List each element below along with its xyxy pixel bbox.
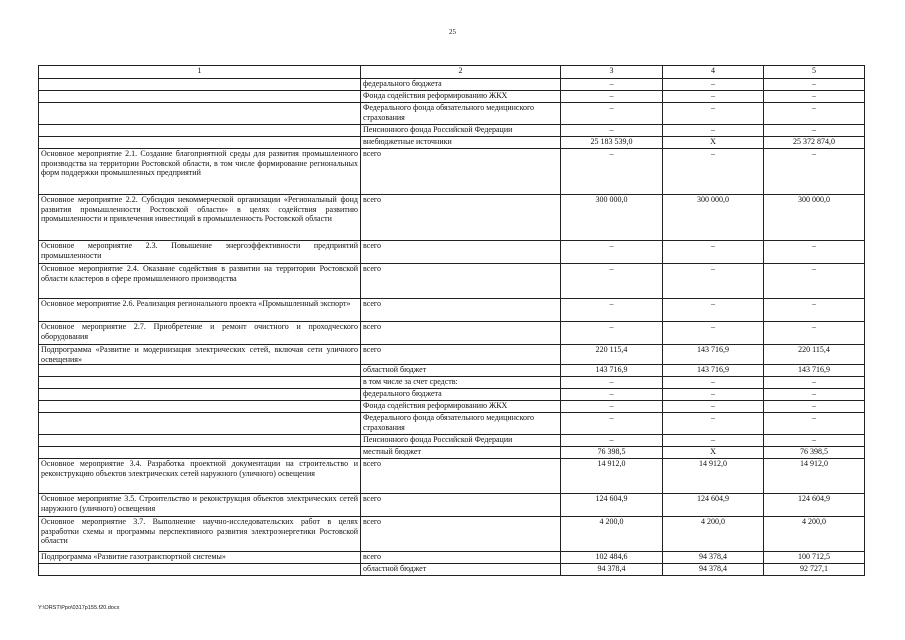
table-row <box>39 103 865 125</box>
table-cell: 124 604,9 <box>561 494 663 517</box>
table-row <box>39 137 865 149</box>
table-cell: 102 484,6 <box>561 552 663 564</box>
table-cell <box>39 365 361 377</box>
table-row <box>39 322 865 345</box>
table-row <box>39 435 865 447</box>
table-cell: местный бюджет <box>361 447 561 459</box>
table-cell: 124 604,9 <box>764 494 865 517</box>
table-cell <box>39 79 361 91</box>
table-cell: – <box>663 91 764 103</box>
table-cell: – <box>561 79 663 91</box>
table-cell: в том числе за счет средств: <box>361 377 561 389</box>
column-header: 4 <box>663 66 764 79</box>
table-cell: 25 183 539,0 <box>561 137 663 149</box>
table-cell: – <box>764 103 865 125</box>
table-cell: – <box>561 389 663 401</box>
table-cell: – <box>561 91 663 103</box>
table-header-row <box>39 66 865 79</box>
table-row <box>39 413 865 435</box>
table-cell: Основное мероприятие 2.2. Субсидия некоммерческой организации «Региональный фонд развития промышленности Ростовской области» в целях содействия развитию промышленности и привлечения инвестиций в промышленность Ростовской области <box>39 195 361 241</box>
table-row <box>39 299 865 322</box>
table-row <box>39 517 865 552</box>
table-cell: 143 716,9 <box>764 365 865 377</box>
table-cell: – <box>561 149 663 195</box>
table-cell: 92 727,1 <box>764 564 865 576</box>
table-cell: – <box>764 241 865 264</box>
table-row <box>39 447 865 459</box>
table-cell: – <box>663 264 764 299</box>
table-cell: Основное мероприятие 2.3. Повышение энергоэффективности предприятий промышленности <box>39 241 361 264</box>
table-cell: – <box>764 435 865 447</box>
page-number: 25 <box>449 28 456 36</box>
table-cell: 220 115,4 <box>561 345 663 365</box>
table-row <box>39 377 865 389</box>
table-row <box>39 365 865 377</box>
table-cell: – <box>764 125 865 137</box>
table-cell: Основное мероприятие 3.7. Выполнение научно-исследовательских работ в целях разработки схемы и программы перспективного развития электроэнергетики Ростовской области <box>39 517 361 552</box>
table-cell: всего <box>361 322 561 345</box>
table-cell: 76 398,5 <box>561 447 663 459</box>
table-cell: 143 716,9 <box>561 365 663 377</box>
table-cell: – <box>561 322 663 345</box>
table-cell: – <box>663 103 764 125</box>
table-cell: всего <box>361 264 561 299</box>
table-cell: 4 200,0 <box>561 517 663 552</box>
table-cell: 76 398,5 <box>764 447 865 459</box>
table-cell: Основное мероприятие 3.5. Строительство и реконструкция объектов электрических сетей наружного (уличного) освещения <box>39 494 361 517</box>
table-row <box>39 195 865 241</box>
table-cell: – <box>663 299 764 322</box>
table-cell <box>39 103 361 125</box>
table-cell: всего <box>361 517 561 552</box>
table-cell: Основное мероприятие 2.4. Оказание содействия в развитии на территории Ростовской области кластеров в сфере промышленного производства <box>39 264 361 299</box>
table-cell: 94 378,4 <box>663 552 764 564</box>
table-cell: – <box>764 149 865 195</box>
table-cell <box>39 413 361 435</box>
table-row <box>39 264 865 299</box>
table-cell: 124 604,9 <box>663 494 764 517</box>
table-cell: – <box>561 264 663 299</box>
table-cell: 220 115,4 <box>764 345 865 365</box>
table-cell: 300 000,0 <box>764 195 865 241</box>
table-cell: – <box>764 401 865 413</box>
table-row <box>39 149 865 195</box>
table-cell: – <box>561 299 663 322</box>
table-row <box>39 91 865 103</box>
table-cell: – <box>663 413 764 435</box>
table-cell: – <box>561 435 663 447</box>
table-cell <box>39 564 361 576</box>
table-row <box>39 401 865 413</box>
table-cell: – <box>764 377 865 389</box>
table-row <box>39 345 865 365</box>
table-cell: Фонда содействия реформированию ЖКХ <box>361 401 561 413</box>
table-cell: – <box>561 413 663 435</box>
table-cell: – <box>561 103 663 125</box>
table-cell: областной бюджет <box>361 564 561 576</box>
table-cell: 14 912,0 <box>561 459 663 494</box>
table-cell: всего <box>361 149 561 195</box>
column-header: 5 <box>764 66 865 79</box>
table-cell: – <box>764 413 865 435</box>
table-cell: – <box>663 389 764 401</box>
table-cell: внебюджетные источники <box>361 137 561 149</box>
table-cell: 14 912,0 <box>764 459 865 494</box>
table-cell: 25 372 874,0 <box>764 137 865 149</box>
table-cell: всего <box>361 494 561 517</box>
table-cell: 300 000,0 <box>561 195 663 241</box>
budget-table <box>38 65 865 576</box>
table-cell: Пенсионного фонда Российской Федерации <box>361 125 561 137</box>
table-row <box>39 389 865 401</box>
table-cell: – <box>561 125 663 137</box>
table-row <box>39 241 865 264</box>
table-cell: 94 378,4 <box>663 564 764 576</box>
table-row <box>39 79 865 91</box>
table-cell: Фонда содействия реформированию ЖКХ <box>361 91 561 103</box>
table-cell: – <box>764 91 865 103</box>
table-cell <box>39 435 361 447</box>
table-cell: Федерального фонда обязательного медицинского страхования <box>361 103 561 125</box>
table-cell: – <box>561 241 663 264</box>
table-cell: Основное мероприятие 2.6. Реализация регионального проекта «Промышленный экспорт» <box>39 299 361 322</box>
table-cell <box>39 377 361 389</box>
table-cell: 143 716,9 <box>663 365 764 377</box>
table-cell <box>39 447 361 459</box>
table-cell: Подпрограмма «Развитие и модернизация электрических сетей, включая сети уличного освещения» <box>39 345 361 365</box>
table-cell: всего <box>361 552 561 564</box>
table-cell: 94 378,4 <box>561 564 663 576</box>
table-cell: 4 200,0 <box>663 517 764 552</box>
table-cell <box>39 401 361 413</box>
table-cell: Пенсионного фонда Российской Федерации <box>361 435 561 447</box>
table-cell: – <box>663 125 764 137</box>
table-cell: – <box>663 435 764 447</box>
table-cell: Х <box>663 137 764 149</box>
table-cell <box>39 389 361 401</box>
table-cell: всего <box>361 345 561 365</box>
table-cell: всего <box>361 195 561 241</box>
table-cell: – <box>764 79 865 91</box>
column-header: 3 <box>561 66 663 79</box>
table-cell: – <box>663 322 764 345</box>
table-row <box>39 552 865 564</box>
table-cell: всего <box>361 241 561 264</box>
file-path-footer: Y:\ORST\Ppo\0317p155.f20.docx <box>38 605 120 611</box>
table-cell: Подпрограмма «Развитие газотранспортной системы» <box>39 552 361 564</box>
table-cell: – <box>663 377 764 389</box>
table-cell: – <box>561 377 663 389</box>
table-cell: – <box>663 149 764 195</box>
table-cell: – <box>663 79 764 91</box>
table-cell: 143 716,9 <box>663 345 764 365</box>
table-cell <box>39 137 361 149</box>
table-cell: федерального бюджета <box>361 79 561 91</box>
table-cell: областной бюджет <box>361 365 561 377</box>
table-row <box>39 564 865 576</box>
table-cell: – <box>764 389 865 401</box>
table-cell: – <box>764 264 865 299</box>
table-cell: 300 000,0 <box>663 195 764 241</box>
table-cell: всего <box>361 459 561 494</box>
table-cell: Основное мероприятие 2.1. Создание благоприятной среды для развития промышленного производства на территории Ростовской области, в том числе формирование региональных форм поддержки промышленных предприятий <box>39 149 361 195</box>
table-cell: 100 712,5 <box>764 552 865 564</box>
table-cell: всего <box>361 299 561 322</box>
table-row <box>39 459 865 494</box>
table-cell: Х <box>663 447 764 459</box>
table-cell: Основное мероприятие 3.4. Разработка проектной документации на строительство и реконструкцию объектов электрических сетей наружного (уличного) освещения <box>39 459 361 494</box>
table-cell: – <box>764 299 865 322</box>
column-header: 1 <box>39 66 361 79</box>
table-cell: 4 200,0 <box>764 517 865 552</box>
column-header: 2 <box>361 66 561 79</box>
table-row <box>39 125 865 137</box>
table-cell: – <box>561 401 663 413</box>
table-cell: – <box>663 241 764 264</box>
table-cell: федерального бюджета <box>361 389 561 401</box>
table-cell: Основное мероприятие 2.7. Приобретение и ремонт очистного и проходческого оборудования <box>39 322 361 345</box>
table-cell: Федерального фонда обязательного медицинского страхования <box>361 413 561 435</box>
table-cell <box>39 125 361 137</box>
table-cell <box>39 91 361 103</box>
table-cell: 14 912,0 <box>663 459 764 494</box>
table-row <box>39 494 865 517</box>
table-cell: – <box>663 401 764 413</box>
table-cell: – <box>764 322 865 345</box>
